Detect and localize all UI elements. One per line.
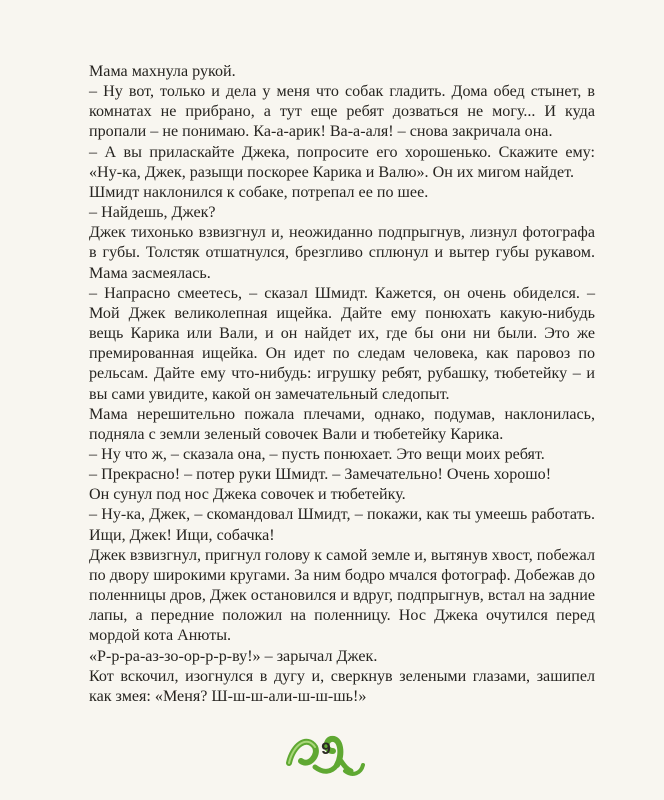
paragraph: Он сунул под нос Джека совочек и тюбетейку. <box>89 486 406 504</box>
page-number-ornament <box>285 727 367 779</box>
paragraph: Мама махнула рукой. <box>89 63 236 80</box>
paragraph: Мама нерешительно пожала плечами, однако, подумав, наклонилась, подняла с земли зеленый совочек Вали и тюбетейку Карика. <box>89 405 595 443</box>
paragraph: – Ну что ж, – сказала она, – пусть понюхает. Это вещи моих ребят. <box>89 445 545 463</box>
paragraph: Джек тихонько взвизгнул и, неожиданно подпрыгнув, лизнул фотографа в губы. Толстяк отшатнулся, брезгливо сплюнул и вытер губы рукавом. Мама засмеялась. <box>89 224 595 282</box>
body-text <box>89 62 595 707</box>
paragraph: – Ну вот, только и дела у меня что собак гладить. Дома обед стынет, в комнатах не прибрано, а тут еще ребят дозваться не могу... И куда пропали – не понимаю. Ка-а-арик! Ва-а-аля! – снова закричала она. <box>89 83 595 141</box>
paragraph: – А вы приласкайте Джека, попросите его хорошенько. Скажите ему: «Ну-ка, Джек, разыщи поскорее Карика и Валю». Он их мигом найдет. <box>89 143 595 181</box>
page-number: 9 <box>321 739 331 758</box>
paragraph: – Прекрасно! – потер руки Шмидт. – Замечательно! Очень хорошо! <box>89 466 552 484</box>
paragraph: Кот вскочил, изогнулся в дугу и, сверкнув зелеными глазами, зашипел как змея: «Меня? Ш-ш-ш-али-ш-ш-шь!» <box>89 667 595 705</box>
paragraph: Шмидт наклонился к собаке, потрепал ее по шее. <box>89 183 429 201</box>
paragraph: – Ну-ка, Джек, – скомандовал Шмидт, – покажи, как ты умеешь работать. Ищи, Джек! Ищи, собачка! <box>89 506 595 544</box>
paragraph: – Найдешь, Джек? <box>89 204 216 222</box>
paragraph: Джек взвизгнул, пригнул голову к самой земле и, вытянув хвост, побежал по двору широкими кругами. За ним бодро мчался фотограф. Добежав до поленницы дров, Джек остановился и вдруг, подпрыгнув, встал на задние лапы, а передние положил на поленницу. Нос Джека очутился перед мордой кота Анюты. <box>89 546 596 645</box>
paragraph: «Р-р-ра-аз-зо-ор-р-р-ву!» – зарычал Джек. <box>89 647 378 665</box>
paragraph: – Напрасно смеетесь, – сказал Шмидт. Кажется, он очень обиделся. – Мой Джек великолепная ищейка. Дайте ему понюхать какую-нибудь вещь Карика или Вали, и он найдет их, где бы они ни были. Это же премированная ищейка. Он идет по следам человека, как паровоз по рельсам. Дайте ему что-нибудь: игрушку ребят, рубашку, тюбетейку – и вы сами увидите, какой он замечательный следопыт. <box>89 284 595 403</box>
